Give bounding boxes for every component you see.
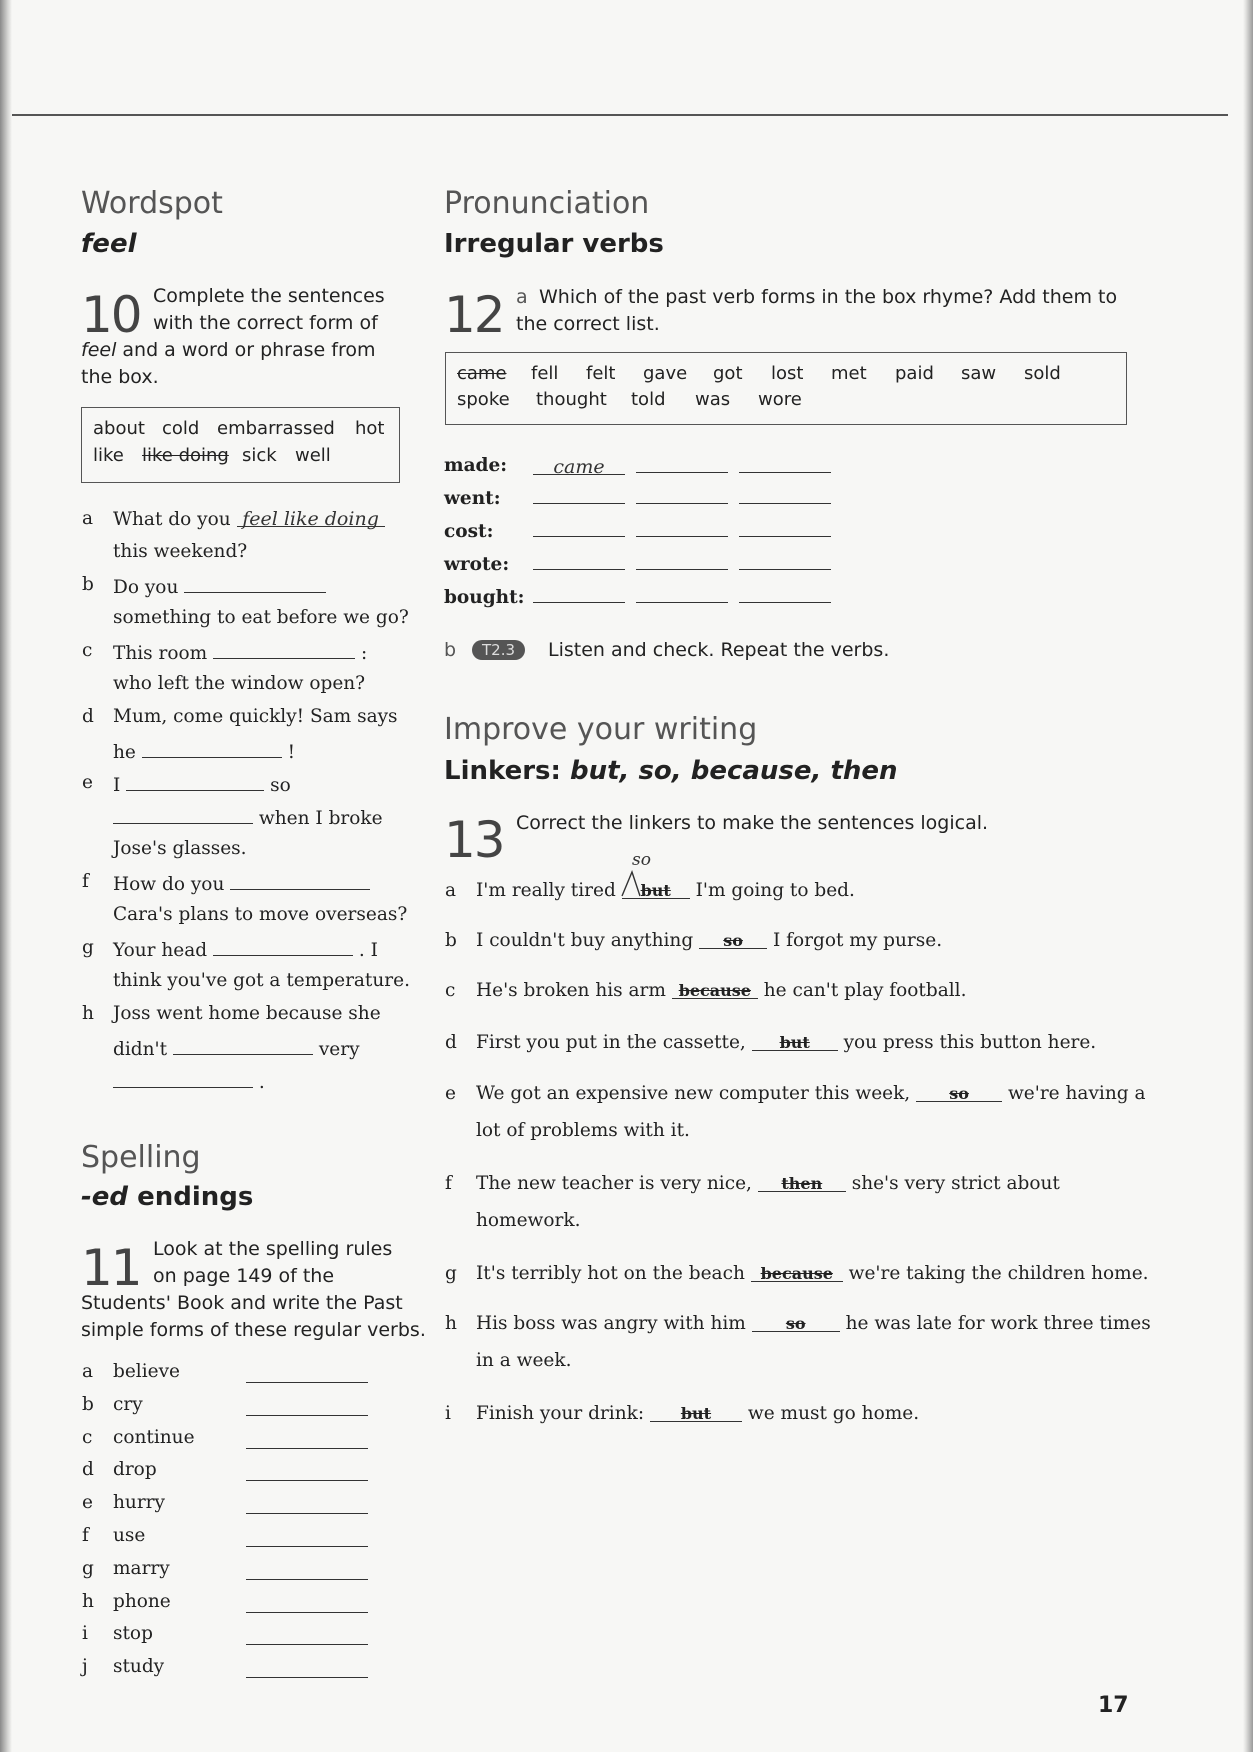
item-letter: j [82,1656,88,1678]
box-word-sick: sick [242,445,277,466]
sentence-text: I'm going to bed. [695,880,855,901]
wordspot-instruction-line1: Complete the sentences [153,285,385,307]
correction-so-handwritten: so [632,850,651,870]
box-verb: told [631,389,666,410]
spelling-instruction-line2: on page 149 of the [153,1265,335,1287]
answer-blank[interactable] [246,1430,368,1449]
sentence-text: Finish your drink: [476,1403,645,1424]
item-letter: e [82,1492,93,1514]
item-letter: d [82,1459,94,1481]
crossed-linker: so [949,1084,969,1103]
crossed-linker: but [680,1404,712,1423]
linkers-italic: but, so, because, then [569,756,898,786]
answer-blank[interactable] [636,454,728,473]
linker-sentence-line1 [476,1263,1149,1284]
linker-sentence-line1 [476,1403,919,1424]
box-verb-came-crossed: came [457,363,507,384]
wordspot-instruction-line4: the box. [81,366,159,388]
writing-instruction: Correct the linkers to make the sentences logical. [516,812,989,834]
item-letter: d [445,1032,457,1053]
item-text: I [113,775,121,796]
linker-blank[interactable] [751,1263,843,1282]
crossed-linker: then [781,1174,823,1193]
sentence-text: I'm really tired [476,880,616,901]
wordspot-item-f-line1 [113,871,370,895]
answer-blank[interactable] [636,584,728,603]
ed-italic: -ed [81,1182,129,1212]
pronunciation-instruction-line2: the correct list. [516,313,660,335]
sentence-text: we must go home. [747,1403,920,1424]
sentence-text: we're having a [1007,1083,1146,1104]
answer-blank[interactable] [739,551,831,570]
box-verb: spoke [457,389,510,410]
item-text: How do you [113,874,225,895]
box-verb: felt [586,363,616,384]
item-letter: c [82,640,93,661]
item-letter: b [82,574,94,595]
sentence-text: His boss was angry with him [476,1313,746,1334]
box-verb: saw [961,363,997,384]
linker-sentence-line1 [476,1313,1151,1334]
item-text: ! [287,742,296,763]
rhyme-row-cost [533,518,831,541]
answer-blank[interactable] [184,574,326,593]
answer-blank[interactable] [246,1528,368,1547]
spelling-heading: Spelling [81,1140,201,1175]
linker-blank[interactable] [650,1403,742,1422]
sentence-text: he can't play football. [763,980,967,1001]
item-letter: f [445,1173,452,1194]
answer-blank[interactable] [739,584,831,603]
spelling-instruction-line3: Students' Book and write the Past [81,1292,403,1314]
sentence-text: you press this button here. [843,1032,1097,1053]
answer-blank[interactable] [246,1364,368,1383]
wordspot-item-d-line1: Mum, come quickly! Sam says [113,706,398,727]
spelling-verb: cry [113,1393,143,1415]
box-word-hot: hot [355,418,385,439]
wordspot-item-h-line2 [113,1036,360,1060]
subheading-pre: Linkers: [444,756,570,786]
rhyme-row-bought [533,584,831,607]
linker-sentence-line1 [476,930,942,951]
audio-track-badge[interactable] [472,640,525,660]
linker-blank[interactable] [672,980,758,999]
item-text: so [270,775,291,796]
wordspot-item-b-line1 [113,574,326,598]
handwritten-answer: feel like doing [242,508,379,530]
answer-blank[interactable] [246,1594,368,1613]
answer-blank[interactable] [113,805,253,824]
answer-blank[interactable] [246,1659,368,1678]
item-text: : [361,643,368,664]
item-letter: i [445,1403,451,1424]
wordspot-item-e-line1 [113,772,291,796]
item-letter: a [82,508,94,529]
page-right-edge [1243,0,1253,1752]
linker-sentence-line2: homework. [476,1210,581,1231]
item-letter: g [82,1557,94,1579]
item-letter: a [82,1361,94,1382]
sentence-text: The new teacher is very nice, [476,1173,752,1194]
answer-blank[interactable] [533,518,625,537]
spelling-verb: hurry [113,1492,165,1514]
answer-blank[interactable] [173,1036,313,1055]
rhyme-label-cost: cost: [444,521,494,542]
crossed-linker: so [723,931,743,950]
item-letter: a [445,880,457,901]
spelling-verb: stop [113,1623,153,1645]
box-verb: wore [758,389,802,410]
wordspot-item-a-line2: this weekend? [113,541,248,562]
wordspot-item-a-line1 [113,508,385,530]
answer-blank[interactable] [533,485,625,504]
answer-blank[interactable] [739,518,831,537]
spelling-verb: drop [113,1459,157,1481]
rhyme-row-made [533,454,831,477]
pronunciation-heading: Pronunciation [444,186,650,221]
sentence-text: We got an expensive new computer this week, [476,1083,911,1104]
linker-sentence-line1 [476,880,855,901]
item-text: he [113,742,136,763]
item-letter: e [82,772,93,793]
wordspot-heading: Wordspot [81,186,223,221]
item-text: . I [358,940,378,961]
rhyme-label-made: made: [444,455,508,476]
linker-sentence-line1 [476,1173,1060,1194]
subheading-rest: endings [128,1182,254,1212]
answer-blank[interactable] [213,937,353,956]
wordspot-item-d-line2 [113,739,295,763]
answer-blank[interactable] [739,485,831,504]
answer-blank[interactable] [213,640,355,659]
linker-blank[interactable] [752,1032,838,1051]
rhyme-label-wrote: wrote: [444,554,510,575]
sentence-text: he was late for work three times [845,1313,1151,1334]
box-verb: paid [895,363,934,384]
spelling-instruction-line4: simple forms of these regular verbs. [81,1319,426,1341]
box-word-like: like [93,445,124,466]
exercise-number-13: 13 [444,811,504,869]
item-letter: c [445,980,456,1001]
spelling-verb: study [113,1656,165,1678]
rhyme-label-bought: bought: [444,587,525,608]
crossed-linker: but [779,1033,810,1052]
sentence-text: we're taking the children home. [848,1263,1149,1284]
answer-blank[interactable] [237,508,385,530]
item-letter: h [82,1590,94,1612]
item-text: This room [113,643,208,664]
pronunciation-instruction-line1: Which of the past verb forms in the box rhyme? Add them to [539,286,1118,308]
part-a-letter: a [516,286,528,308]
wordspot-item-h-line1: Joss went home because she [113,1003,381,1024]
item-letter: i [82,1623,88,1645]
linker-blank[interactable] [622,880,690,899]
linker-sentence-line1 [476,1032,1096,1053]
linker-blank[interactable] [758,1173,846,1192]
sentence-text: It's terribly hot on the beach [476,1263,745,1284]
sentence-text: I forgot my purse. [772,930,943,951]
wordspot-item-c-line1 [113,640,367,664]
answer-blank[interactable] [246,1495,368,1514]
crossed-linker: because [678,981,751,1000]
wordspot-instruction-line3 [81,337,376,364]
item-text: didn't [113,1039,168,1060]
spelling-verb: use [113,1525,146,1546]
linker-sentence-line1 [476,980,966,1001]
item-letter: e [445,1083,456,1104]
linker-blank[interactable] [752,1313,840,1332]
linker-blank[interactable] [699,930,767,949]
item-letter: g [82,937,94,958]
box-word-cold: cold [162,418,200,439]
linker-sentence-line2: lot of problems with it. [476,1120,690,1141]
item-letter: h [445,1313,457,1334]
wordspot-word-box [81,407,400,483]
part-b-letter: b [444,639,457,661]
crossed-linker: so [785,1314,806,1333]
box-word-well: well [295,445,331,466]
page-number: 17 [1098,1693,1129,1718]
answer-blank[interactable] [246,1561,368,1580]
item-letter: g [445,1263,457,1284]
wordspot-item-f-line2: Cara's plans to move overseas? [113,904,408,925]
item-letter: d [82,706,94,727]
item-text: when I broke [258,808,383,829]
exercise-number-11: 11 [81,1239,141,1297]
answer-blank[interactable] [636,551,728,570]
box-word-about: about [93,418,145,439]
wordspot-instruction-line2: with the correct form of [153,312,378,334]
rhyme-label-went: went: [444,488,501,509]
answer-blank[interactable] [142,739,282,758]
top-rule [12,114,1228,116]
item-text: . [258,1072,265,1093]
box-verb: lost [771,363,804,384]
spelling-verb: believe [113,1361,180,1382]
pronunciation-verb-box [445,352,1127,425]
linker-sentence-line1 [476,1083,1146,1104]
answer-blank[interactable] [739,454,831,473]
box-verb: got [713,363,743,384]
spelling-verb: phone [113,1590,171,1612]
wordspot-item-b-line2: something to eat before we go? [113,607,409,628]
spelling-verb: marry [113,1557,170,1579]
sentence-text: I couldn't buy anything [476,930,694,951]
item-text: Do you [113,577,179,598]
rhyme-row-went [533,485,831,508]
feel-italic: feel [81,339,117,361]
writing-subheading [444,756,898,786]
exercise-number-10: 10 [81,286,141,344]
answer-blank[interactable] [533,551,625,570]
box-verb: thought [536,389,607,410]
answer-blank[interactable] [533,456,625,478]
audio-badge-label: T2.3 [472,640,525,660]
box-word-like-doing-crossed: like doing [142,445,229,466]
answer-blank[interactable] [246,1626,368,1645]
item-letter: b [445,930,457,951]
item-letter: f [82,1525,89,1546]
spelling-subheading [81,1182,253,1212]
wordspot-subheading: feel [81,229,137,259]
writing-heading: Improve your writing [444,712,758,747]
crossed-linker: because [760,1264,833,1283]
wordspot-item-g-line2: think you've got a temperature. [113,970,410,991]
answer-blank[interactable] [533,584,625,603]
box-verb: met [831,363,867,384]
item-letter: b [82,1393,94,1415]
item-letter: f [82,871,89,892]
instruction-line3-rest: and a word or phrase from [116,339,376,361]
handwritten-answer: came [553,456,605,478]
item-text: very [318,1039,360,1060]
linker-sentence-line2: in a week. [476,1350,572,1371]
pronunciation-subheading: Irregular verbs [444,229,664,259]
wordspot-item-h-line3 [113,1069,265,1093]
answer-blank[interactable] [230,871,370,890]
linker-blank[interactable] [916,1083,1002,1102]
box-word-embarrassed: embarrassed [217,418,335,439]
box-verb: was [695,389,731,410]
sentence-text: she's very strict about [851,1173,1060,1194]
wordspot-item-e-line2 [113,805,383,829]
part-b-text: Listen and check. Repeat the verbs. [548,639,890,661]
answer-blank[interactable] [113,1069,253,1088]
item-letter: h [82,1003,94,1024]
item-letter: c [82,1426,93,1448]
answer-blank[interactable] [246,1397,368,1416]
sentence-text: First you put in the cassette, [476,1032,746,1053]
exercise-number-12: 12 [444,286,504,344]
answer-blank[interactable] [126,772,264,791]
spelling-verb: continue [113,1426,195,1448]
answer-blank[interactable] [246,1462,368,1481]
crossed-linker: but [640,881,671,900]
wordspot-item-c-line2: who left the window open? [113,673,366,694]
spelling-instruction-line1: Look at the spelling rules [153,1238,393,1260]
box-verb: fell [531,363,559,384]
answer-blank[interactable] [636,485,728,504]
box-verb: gave [643,363,688,384]
page-left-edge [0,0,12,1752]
item-text: What do you [113,509,231,530]
wordspot-item-e-line3: Jose's glasses. [113,838,247,859]
sentence-text: He's broken his arm [476,980,666,1001]
item-text: Your head [113,940,208,961]
wordspot-item-g-line1 [113,937,378,961]
rhyme-row-wrote [533,551,831,574]
answer-blank[interactable] [636,518,728,537]
box-verb: sold [1024,363,1061,384]
